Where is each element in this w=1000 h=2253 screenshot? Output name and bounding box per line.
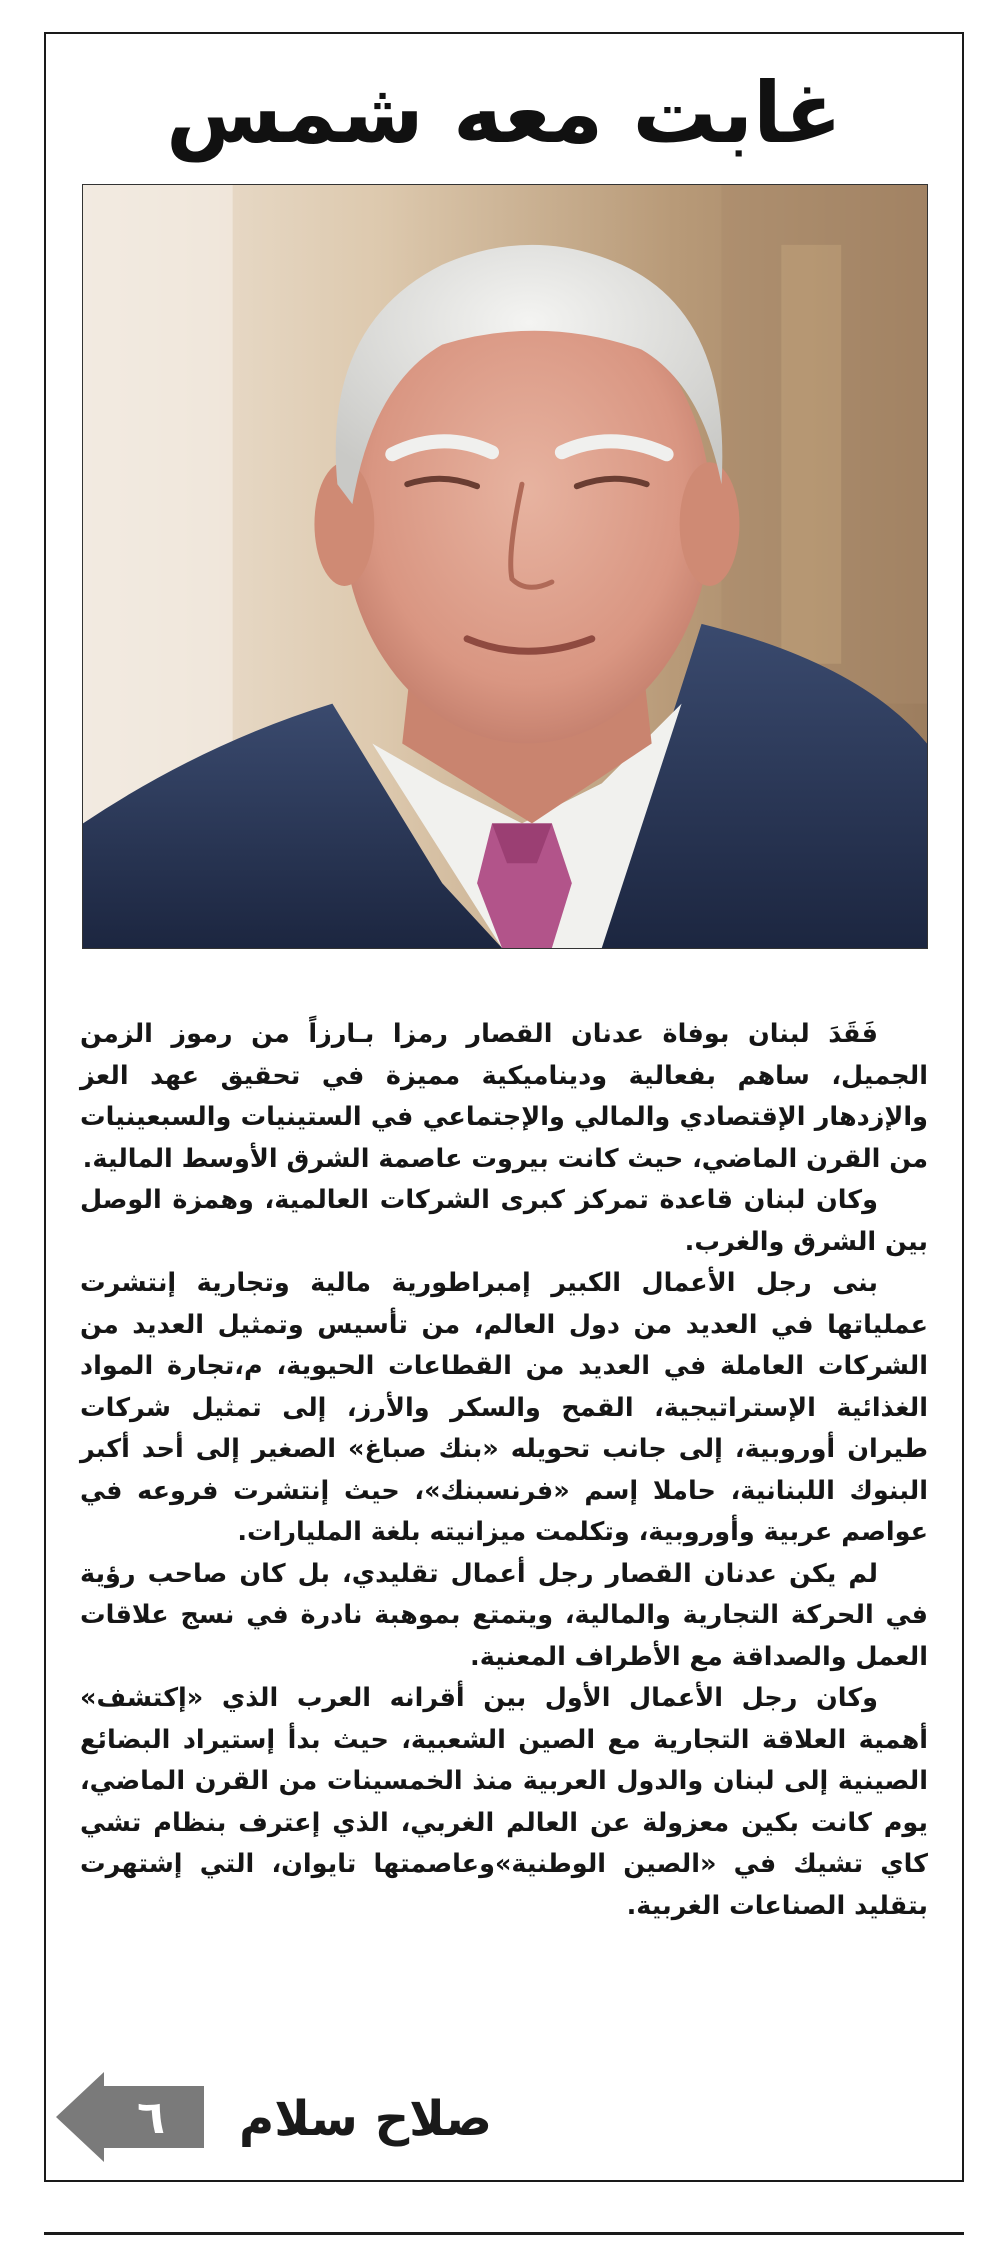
page-number: ٦ — [136, 2090, 166, 2144]
article-headline: غابت معه شمس — [166, 64, 842, 162]
page-indicator — [56, 2072, 206, 2162]
portrait-illustration — [83, 185, 927, 948]
article-frame — [44, 32, 964, 2182]
bottom-divider — [44, 2232, 964, 2235]
article-body — [80, 1014, 928, 2044]
author-byline: صلاح سلام — [239, 2091, 492, 2147]
article-paragraph: وكان لبنان قاعدة تمركز كبرى الشركات العالمية، وهمزة الوصل بين الشرق والغرب. — [80, 1185, 928, 1257]
article-paragraph: لم يكن عدنان القصار رجل أعمال تقليدي، بل كان صاحب رؤية في الحركة التجارية والمالية، ويتمتع بموهبة نادرة في نسج علاقات العمل والصداقة مع الأطراف المعنية. — [80, 1558, 928, 1672]
article-paragraph: بنى رجل الأعمال الكبير إمبراطورية مالية وتجارية إنتشرت عملياتها في العديد من دول العالم، من تأسيس وتمثيل العديد من الشركات العاملة في العديد من القطاعات الحيوية، م،تجارة المواد الغذائية الإستراتيجية، القمح والسكر والأرز، إلى تمثيل شركات طيران أوروبية، إلى جانب تحويله «بنك صباغ» الصغير إلى أحد أكبر البنوك اللبنانية، حاملا إسم «فرنسبنك»، حيث إنتشرت فروعه في عواصم عربية وأوروبية، وتكلمت ميزانيته بلغة المليارات. — [80, 1268, 928, 1547]
article-paragraph: فَقَدَ لبنان بوفاة عدنان القصار رمزا بـارزاً من رموز الزمن الجميل، ساهم بفعالية وديناميكية مميزة في تحقيق عهد العز والإزدهار الإقتصادي والمالي والإجتماعي في الستينيات والسبعينيات من القرن الماضي، حيث كانت بيروت عاصمة الشرق الأوسط المالية. — [80, 1019, 928, 1174]
portrait-photo — [82, 184, 928, 949]
article-paragraph: وكان رجل الأعمال الأول بين أقرانه العرب الذي «إكتشف» أهمية العلاقة التجارية مع الصين الشعبية، حيث بدأ إستيراد البضائع الصينية إلى لبنان والدول العربية منذ الخمسينات من القرن الماضي، يوم كانت بكين معزولة عن العالم الغربي، الذي إعترف بنظام تشي كاي تشيك في «الصين الوطنية»وعاصمتها تايوان، التي إشتهرت بتقليد الصناعات الغربية. — [80, 1683, 928, 1921]
